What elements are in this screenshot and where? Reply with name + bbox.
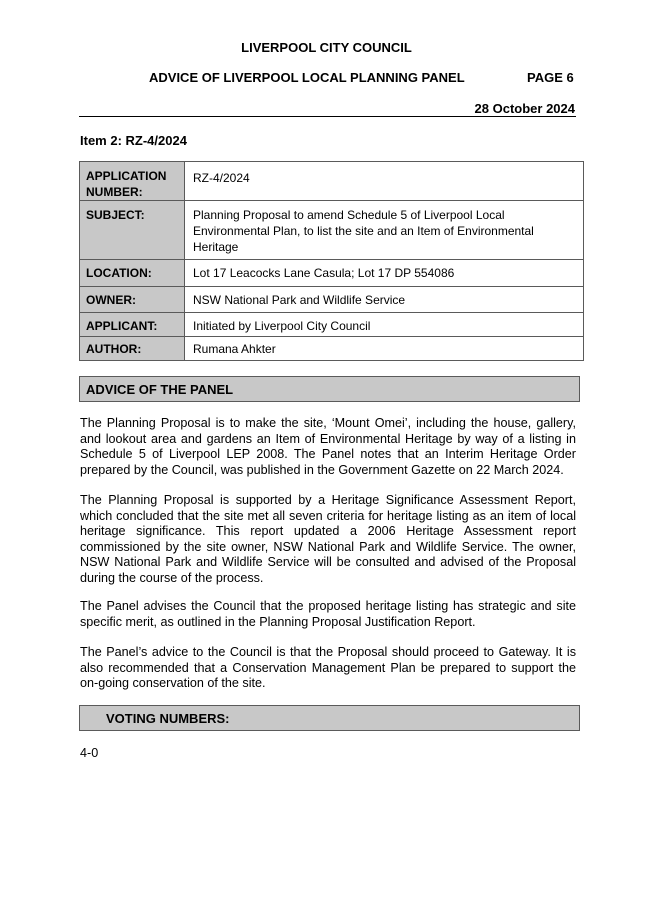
table-row [80, 287, 584, 313]
page-number: PAGE 6 [527, 70, 574, 85]
item-heading: Item 2: RZ-4/2024 [80, 133, 187, 148]
document-title: ADVICE OF LIVERPOOL LOCAL PLANNING PANEL [149, 70, 465, 85]
advice-paragraph: The Panel advises the Council that the proposed heritage listing has strategic and site specific merit, as outlined in the Planning Proposal Justification Report. [80, 599, 576, 629]
table-row [80, 337, 584, 361]
table-row [80, 162, 584, 201]
council-name: LIVERPOOL CITY COUNCIL [241, 40, 412, 55]
voting-section-heading: VOTING NUMBERS: [79, 705, 580, 731]
row-value-location: Lot 17 Leacocks Lane Casula; Lot 17 DP 554086 [185, 260, 584, 287]
row-label-location: LOCATION: [80, 260, 185, 287]
row-value-author: Rumana Ahkter [185, 337, 584, 361]
row-label-subject: SUBJECT: [80, 201, 185, 260]
row-value-applicant: Initiated by Liverpool City Council [185, 313, 584, 337]
row-label-owner: OWNER: [80, 287, 185, 313]
advice-paragraph: The Panel’s advice to the Council is that the Proposal should proceed to Gateway. It is also recommended that a Conservation Management Plan be prepared to support the on-going conservation of the site. [80, 645, 576, 690]
header-divider [79, 116, 576, 117]
advice-section-heading: ADVICE OF THE PANEL [79, 376, 580, 402]
advice-paragraph: The Planning Proposal is to make the site, ‘Mount Omei’, including the house, gallery, and lookout area and gardens an Item of Environmental Heritage by way of a listing in Schedule 5 of Liverpool LEP 2008. The Panel notes that an Interim Heritage Order prepared by the Council, was published in the Government Gazette on 22 March 2024. [80, 416, 576, 477]
row-value-application-number: RZ-4/2024 [185, 162, 584, 201]
table-row [80, 313, 584, 337]
row-label-applicant: APPLICANT: [80, 313, 185, 337]
application-details-table [79, 161, 584, 361]
row-label-application-number: APPLICATION NUMBER: [80, 162, 185, 201]
advice-paragraph: The Planning Proposal is supported by a Heritage Significance Assessment Report, which concluded that the site met all seven criteria for heritage listing as an item of local heritage significance. This report updated a 2006 Heritage Assessment report commissioned by the site owner, NSW National Park and Wildlife Service. The owner, NSW National Park and Wildlife Service will be consulted and advised of the Proposal during the course of the process. [80, 493, 576, 585]
table-row [80, 201, 584, 260]
voting-result: 4-0 [80, 746, 99, 760]
row-value-owner: NSW National Park and Wildlife Service [185, 287, 584, 313]
table-row [80, 260, 584, 287]
row-value-subject: Planning Proposal to amend Schedule 5 of Liverpool Local Environmental Plan, to list the site and an Item of Environmental Heritage [185, 201, 584, 260]
row-label-author: AUTHOR: [80, 337, 185, 361]
meeting-date: 28 October 2024 [474, 101, 575, 116]
